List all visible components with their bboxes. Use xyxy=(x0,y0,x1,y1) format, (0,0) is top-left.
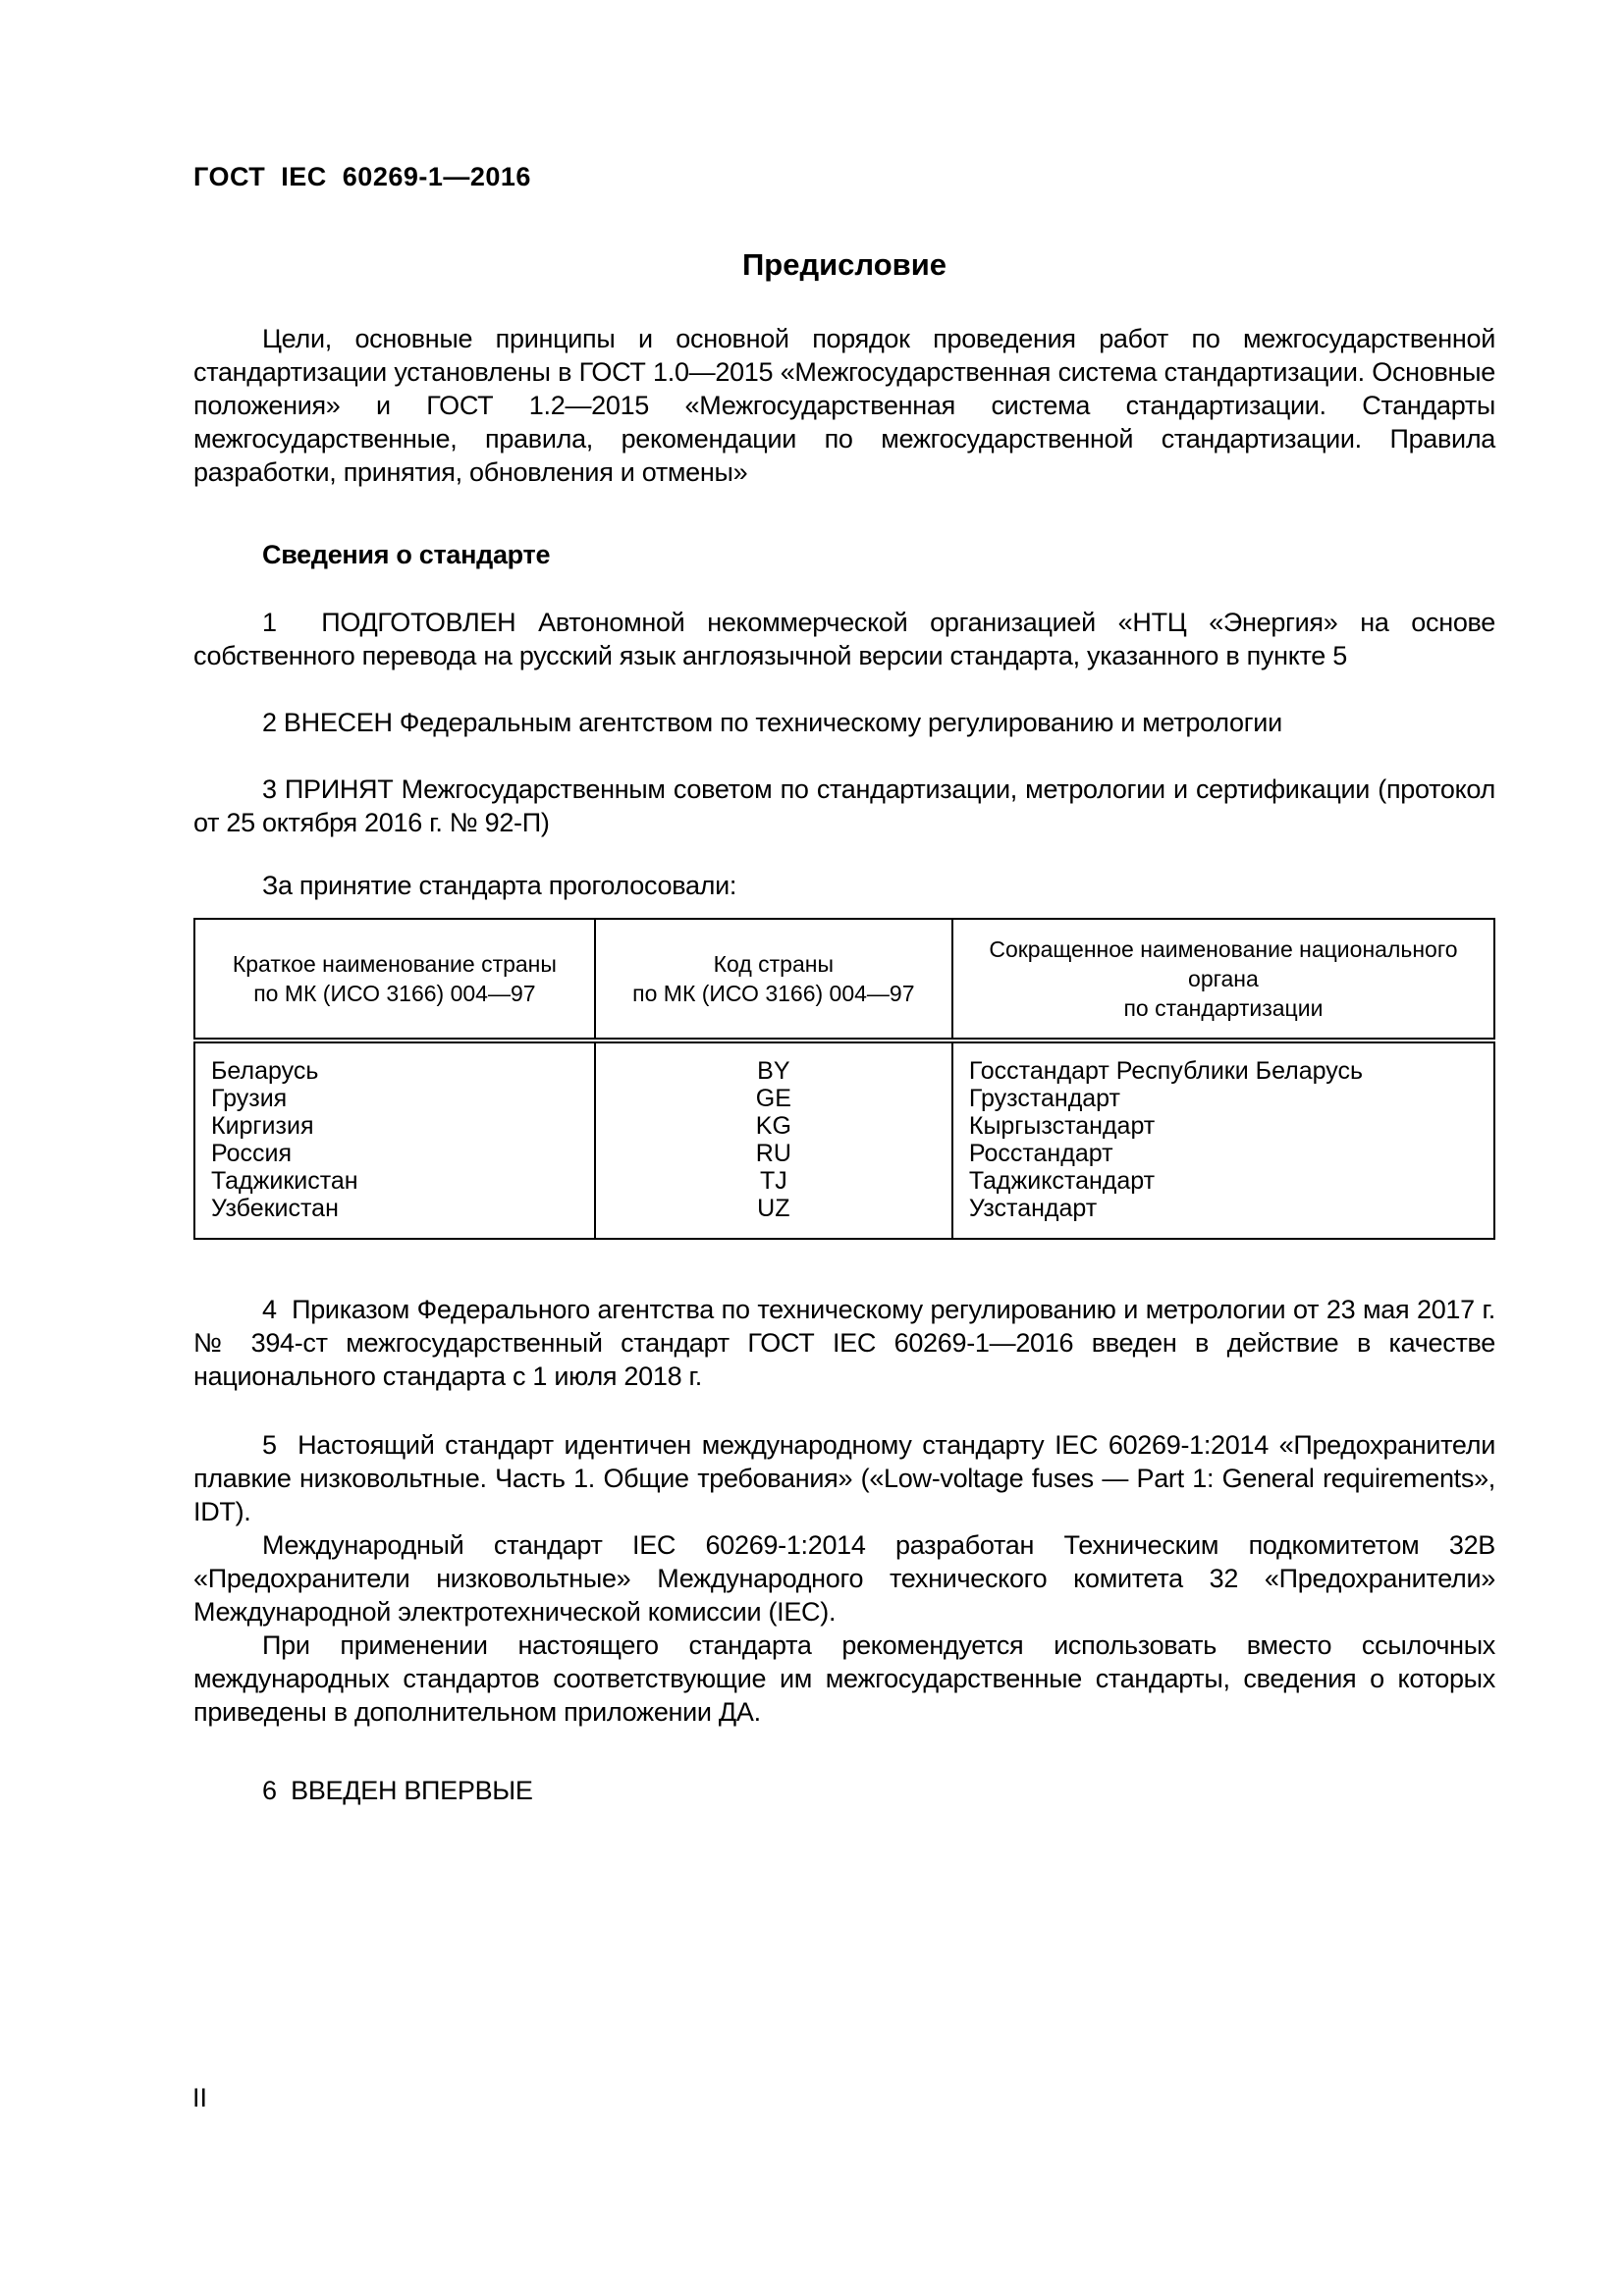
foreword-item-3: 3 ПРИНЯТ Межгосударственным советом по стандартизации, метрологии и сертификации (протокол от 25 октября 2016 г. № 92-П) xyxy=(193,774,1495,837)
page-number: II xyxy=(192,2083,208,2112)
vote-table-header xyxy=(194,919,1494,1041)
table-row xyxy=(194,1167,1494,1195)
cell-code: GE xyxy=(595,1085,952,1112)
cell-org: Грузстандарт xyxy=(952,1085,1494,1112)
column-header-code-line2: по МК (ИСО 3166) 004—97 xyxy=(632,981,915,1006)
column-header-country xyxy=(194,919,595,1041)
foreword-item-2: 2 ВНЕСЕН Федеральным агентством по техническому регулированию и метрологии xyxy=(262,708,1282,737)
table-row xyxy=(194,1140,1494,1167)
column-header-code xyxy=(595,919,952,1041)
cell-org: Узстандарт xyxy=(952,1195,1494,1239)
column-header-org-line2: по стандартизации xyxy=(1123,995,1324,1021)
cell-country: Россия xyxy=(194,1140,595,1167)
cell-code: KG xyxy=(595,1112,952,1140)
column-header-country-line2: по МК (ИСО 3166) 004—97 xyxy=(253,981,536,1006)
cell-country: Узбекистан xyxy=(194,1195,595,1239)
cell-country: Киргизия xyxy=(194,1112,595,1140)
foreword-item-5-paragraph-3: При применении настоящего стандарта рекомендуется использовать вместо ссылочных международных стандартов соответствующие им межгосударственные стандарты, сведения о которых приведены в дополнительном приложении ДА. xyxy=(193,1630,1495,1727)
cell-code: UZ xyxy=(595,1195,952,1239)
cell-code: TJ xyxy=(595,1167,952,1195)
foreword-intro-paragraph: Цели, основные принципы и основной порядок проведения работ по межгосударственной стандартизации установлены в ГОСТ 1.0—2015 «Межгосударственная система стандартизации. Основные положения» и ГОСТ 1.2—2015 «Межгосударственная система стандартизации. Стандарты межгосударственные, правила, рекомендации по межгосударственной стандартизации. Правила разработки, принятия, обновления и отмены» xyxy=(193,324,1495,487)
table-row xyxy=(194,1112,1494,1140)
table-row xyxy=(194,1085,1494,1112)
table-row xyxy=(194,1041,1494,1085)
cell-org: Госстандарт Республики Беларусь xyxy=(952,1041,1494,1085)
standard-info-heading: Сведения о стандарте xyxy=(262,540,551,569)
foreword-item-1: 1 ПОДГОТОВЛЕН Автономной некоммерческой организацией «НТЦ «Энергия» на основе собственного перевода на русский язык англоязычной версии стандарта, указанного в пункте 5 xyxy=(193,608,1495,670)
cell-org: Кыргызстандарт xyxy=(952,1112,1494,1140)
column-header-country-line1: Краткое наименование страны xyxy=(232,951,557,977)
cell-code: RU xyxy=(595,1140,952,1167)
column-header-org xyxy=(952,919,1494,1041)
foreword-item-6: 6 ВВЕДЕН ВПЕРВЫЕ xyxy=(262,1776,533,1805)
vote-table xyxy=(193,918,1495,1240)
column-header-org-line1: Сокращенное наименование национального органа xyxy=(989,936,1458,991)
foreword-item-4: 4 Приказом Федерального агентства по техническому регулированию и метрологии от 23 мая 2017 г. № 394-ст межгосударственный стандарт ГОСТ IEC 60269-1—2016 введен в действие в качестве национального стандарта с 1 июля 2018 г. xyxy=(193,1295,1495,1391)
page-title: Предисловие xyxy=(741,247,947,282)
table-row xyxy=(194,1195,1494,1239)
doc-header: ГОСТ IEC 60269-1—2016 xyxy=(193,162,531,191)
foreword-item-5-paragraph-2: Международный стандарт IEC 60269-1:2014 разработан Техническим подкомитетом 32В «Предохранители низковольтные» Международного технического комитета 32 «Предохранители» Международной электротехнической комиссии (IEC). xyxy=(193,1530,1495,1627)
vote-intro-line: За принятие стандарта проголосовали: xyxy=(262,871,737,900)
cell-country: Беларусь xyxy=(194,1041,595,1085)
cell-org: Таджикстандарт xyxy=(952,1167,1494,1195)
foreword-item-5-paragraph-1: 5 Настоящий стандарт идентичен международному стандарту IEC 60269-1:2014 «Предохранители плавкие низковольтные. Часть 1. Общие требования» («Low-voltage fuses — Part 1: General requirements», IDT). xyxy=(193,1430,1495,1526)
cell-country: Таджикистан xyxy=(194,1167,595,1195)
table-header-row xyxy=(194,919,1494,1041)
cell-code: BY xyxy=(595,1041,952,1085)
column-header-code-line1: Код страны xyxy=(713,951,834,977)
cell-country: Грузия xyxy=(194,1085,595,1112)
cell-org: Росстандарт xyxy=(952,1140,1494,1167)
vote-table-body xyxy=(194,1041,1494,1239)
